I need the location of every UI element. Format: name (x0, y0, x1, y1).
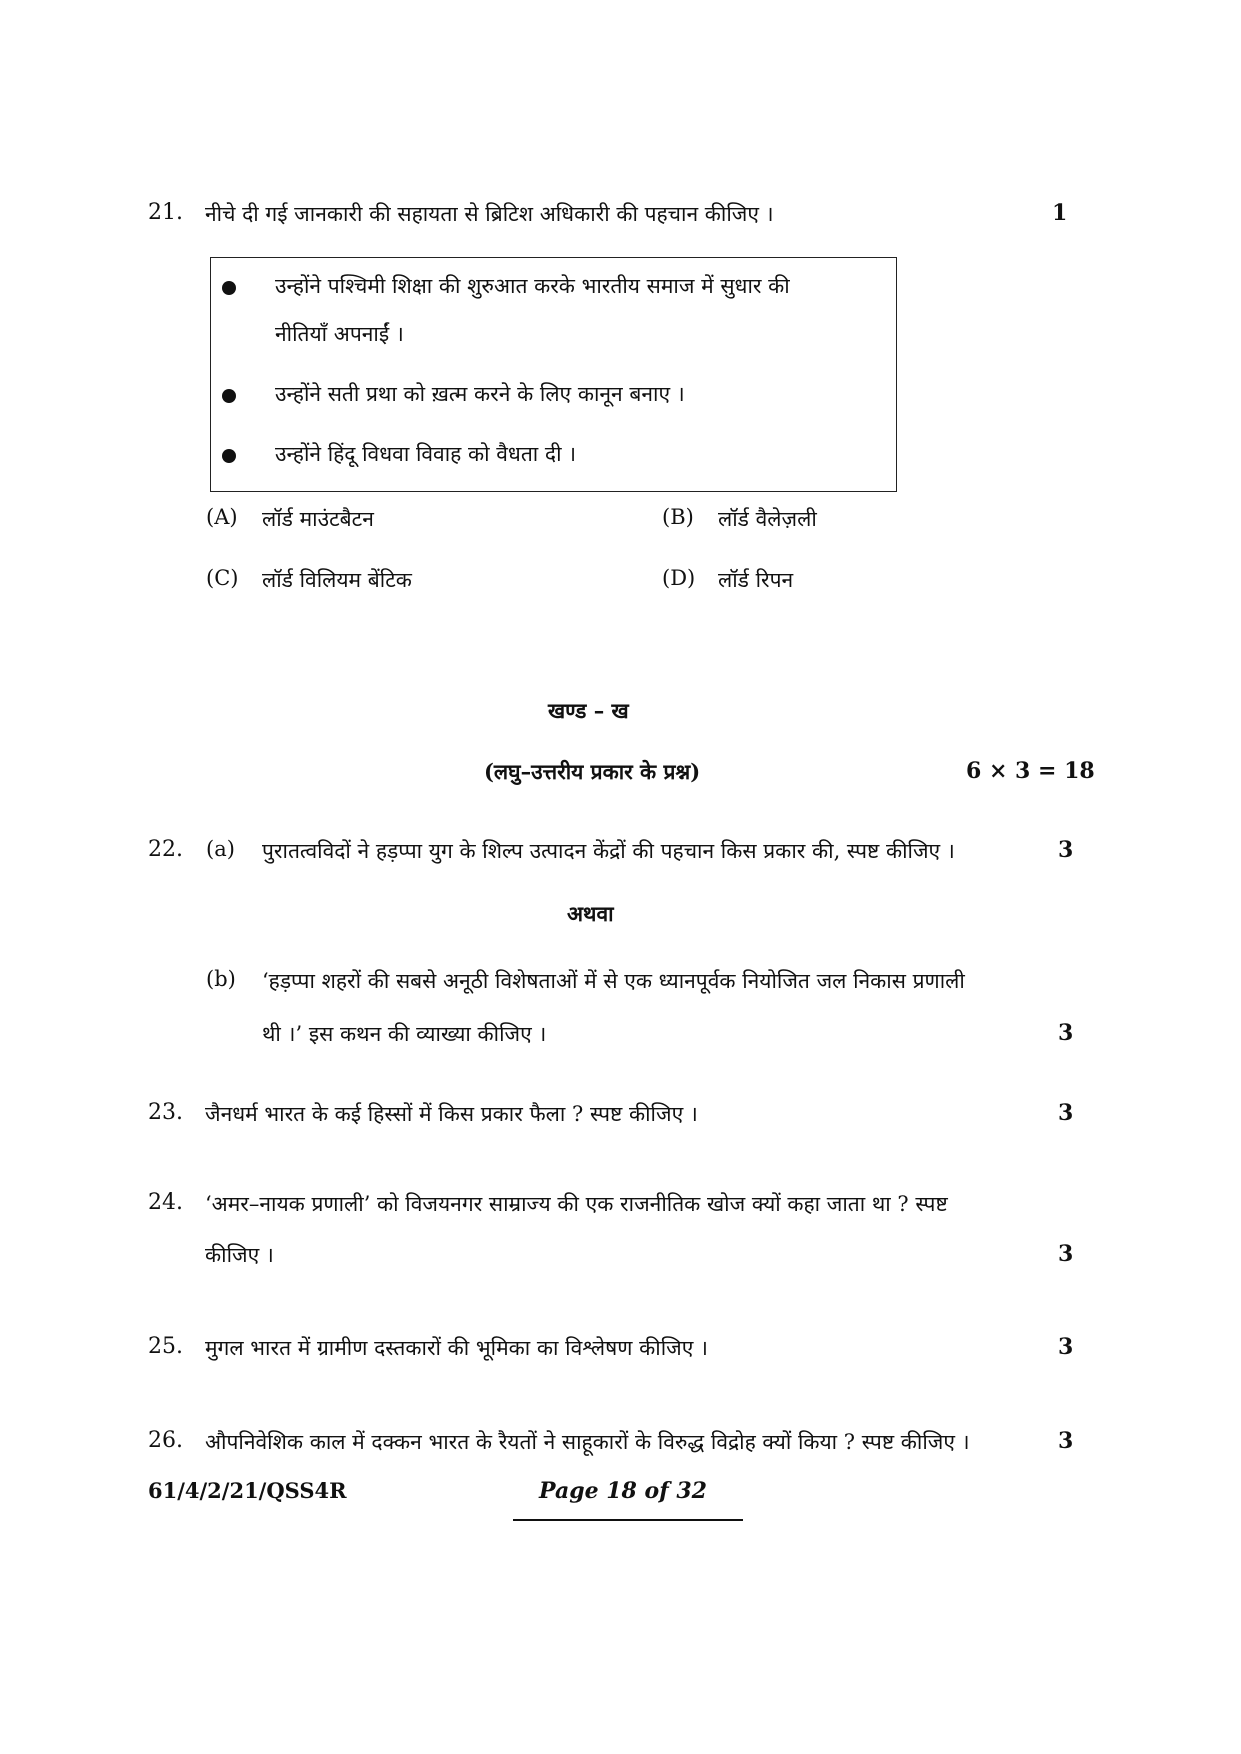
or-label: अथवा (567, 901, 614, 926)
question-number-26: 26. (148, 1428, 183, 1453)
section-subtitle: (लघु–उत्तरीय प्रकार के प्रश्न) (484, 759, 701, 784)
question-number-21: 21. (148, 200, 183, 225)
option-c-label: (C) (206, 566, 239, 590)
option-b-text: लॉर्ड वैलेज़ली (718, 507, 817, 531)
box-item-2: उन्होंने सती प्रथा को ख़त्म करने के लिए कानून बनाए । (275, 382, 685, 406)
question-22b-label: (b) (206, 967, 236, 991)
question-22b-line2: थी ।’ इस कथन की व्याख्या कीजिए । (262, 1022, 547, 1046)
option-a-text: लॉर्ड माउंटबैटन (262, 507, 374, 531)
option-d-label: (D) (662, 566, 696, 590)
question-22b-marks: 3 (1058, 1020, 1074, 1046)
question-number-25: 25. (148, 1334, 183, 1359)
question-25-text: मुगल भारत में ग्रामीण दस्तकारों की भूमिका का विश्लेषण कीजिए । (205, 1336, 708, 1360)
option-c-text: लॉर्ड विलियम बेंटिक (262, 568, 412, 592)
box-item-1: उन्होंने पश्चिमी शिक्षा की शुरुआत करके भारतीय समाज में सुधार की (275, 274, 790, 298)
question-21-text: नीचे दी गई जानकारी की सहायता से ब्रिटिश अधिकारी की पहचान कीजिए । (205, 202, 774, 226)
bullet-icon (222, 281, 236, 295)
paper-code: 61/4/2/21/QSS4R (148, 1478, 347, 1503)
question-24-line2: कीजिए । (205, 1243, 274, 1267)
box-item-1-cont: नीतियाँ अपनाईं । (275, 322, 404, 346)
question-23-marks: 3 (1058, 1100, 1074, 1126)
page-number: Page 18 of 32 (539, 1478, 707, 1504)
question-number-24: 24. (148, 1190, 183, 1215)
question-22a-marks: 3 (1058, 837, 1074, 863)
option-d-text: लॉर्ड रिपन (718, 568, 794, 592)
question-21-marks: 1 (1052, 200, 1068, 226)
footer-underline (513, 1519, 743, 1521)
option-b-label: (B) (662, 505, 694, 529)
option-a-label: (A) (206, 505, 238, 529)
question-23-text: जैनधर्म भारत के कई हिस्सों में किस प्रकार फैला ? स्पष्ट कीजिए । (205, 1102, 698, 1126)
question-number-23: 23. (148, 1100, 183, 1125)
question-number-22: 22. (148, 837, 183, 862)
question-24-marks: 3 (1058, 1241, 1074, 1267)
bullet-icon (222, 389, 236, 403)
section-marks: 6 × 3 = 18 (966, 758, 1095, 784)
section-title: खण्ड – ख (548, 698, 629, 723)
question-26-marks: 3 (1058, 1428, 1074, 1454)
bullet-icon (222, 449, 236, 463)
box-item-3: उन्होंने हिंदू विधवा विवाह को वैधता दी । (275, 442, 577, 466)
question-26-text: औपनिवेशिक काल में दक्कन भारत के रैयतों ने साहूकारों के विरुद्ध विद्रोह क्यों किया ? स्पष्ट कीजिए । (205, 1430, 970, 1454)
question-24-line1: ‘अमर–नायक प्रणाली’ को विजयनगर साम्राज्य की एक राजनीतिक खोज क्यों कहा जाता था ? स्पष्ट (205, 1192, 948, 1216)
question-22a-label: (a) (206, 837, 235, 861)
question-25-marks: 3 (1058, 1334, 1074, 1360)
question-22b-line1: ‘हड़प्पा शहरों की सबसे अनूठी विशेषताओं में से एक ध्यानपूर्वक नियोजित जल निकास प्रणाली (262, 969, 965, 993)
question-22a-text: पुरातत्वविदों ने हड़प्पा युग के शिल्प उत्पादन केंद्रों की पहचान किस प्रकार की, स्पष्ट कीजिए । (262, 839, 955, 863)
